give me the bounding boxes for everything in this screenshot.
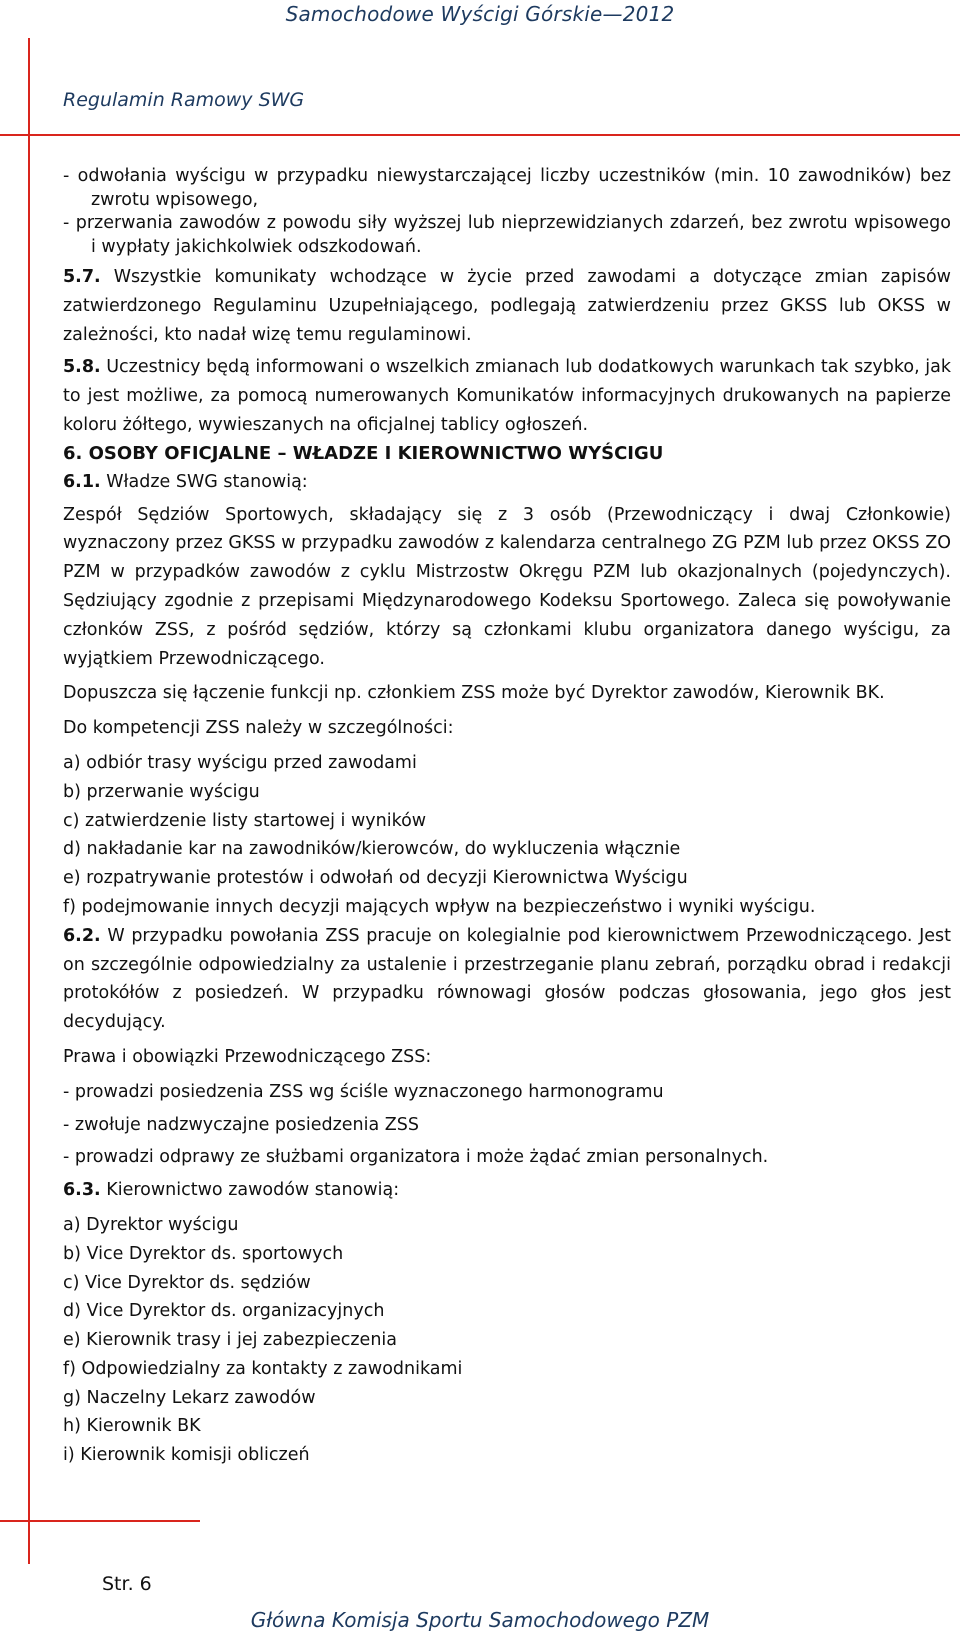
page-body — [63, 165, 951, 1470]
zss-paragraph: Zespół Sędziów Sportowych, składający się z 3 osób (Przewodniczący i dwaj Członkowie) wyznaczony przez GKSS w przypadku zawodów z kalendarza centralnego ZG PZM lub przez OKSS ZO PZM w przypadków zawodów z cyklu Mistrzostw Okręgu PZM lub okazjonalnych (pojedynczych). Sędziujący zgodnie z przepisami Międzynarodowego Kodeksu Sportowego. Zaleca się powoływanie członków ZSS, z pośród sędziów, którzy są członkami klubu organizatora danego wyścigu, za wyjątkiem Przewodniczącego. — [63, 504, 951, 669]
running-header-title: Samochodowe Wyścigi Górskie—2012 — [285, 2, 675, 26]
section-text: Wszystkie komunikaty wchodzące w życie przed zawodami a dotyczące zmian zapisów zatwierdzonego Regulaminu Uzupełniającego, podlegają zatwierdzeniu przez GKSS lub OKSS w zależności, kto nadał wizę temu regulaminowi. — [63, 267, 951, 345]
kompetencje-intro: Do kompetencji ZSS należy w szczególności: — [63, 718, 454, 739]
list-item: f) podejmowanie innych decyzji mających wpływ na bezpieczeństwo i wyniki wyścigu. — [63, 896, 816, 917]
section-text: Władze SWG stanowią: — [106, 471, 308, 492]
list-item: - prowadzi odprawy ze służbami organizatora i może żądać zmian personalnych. — [63, 1147, 769, 1168]
list-item: c) zatwierdzenie listy startowej i wyników — [63, 810, 427, 831]
list-item: h) Kierownik BK — [63, 1416, 201, 1437]
section-text: W przypadku powołania ZSS pracuje on kolegialnie pod kierownictwem Przewodniczącego. Jest on szczególnie odpowiedzialny za ustalenie i przestrzeganie planu zebrań, porządku obrad i redakcji protokółów z posiedzeń. W przypadku równowagi głosów podczas głosowania, jego głos jest decydujący. — [63, 925, 951, 1033]
list-item: a) odbiór trasy wyścigu przed zawodami — [63, 752, 417, 773]
bullet-odwolania: - odwołania wyścigu w przypadku niewystarczającej liczby uczestników (min. 10 zawodników) bez zwrotu wpisowego, — [63, 166, 951, 210]
list-item: b) Vice Dyrektor ds. sportowych — [63, 1243, 344, 1264]
section-5-7 — [63, 263, 951, 349]
section-6-heading: 6. OSOBY OFICJALNE – WŁADZE I KIEROWNICTWO WYŚCIGU — [63, 442, 664, 464]
section-number: 6.1. — [63, 471, 101, 492]
list-item: - zwołuje nadzwyczajne posiedzenia ZSS — [63, 1114, 419, 1135]
section-number: 5.7. — [63, 267, 101, 287]
list-item: c) Vice Dyrektor ds. sędziów — [63, 1272, 311, 1293]
section-text: Uczestnicy będą informowani o wszelkich zmianach lub dodatkowych warunkach tak szybko, jak to jest możliwe, za pomocą numerowanych Komunikatów informacyjnych drukowanych na papierze koloru żółtego, wywieszanych na oficjalnej tablicy ogłoszeń. — [63, 357, 951, 435]
list-item: i) Kierownik komisji obliczeń — [63, 1445, 310, 1466]
list-item: a) Dyrektor wyścigu — [63, 1214, 239, 1235]
footer-rule — [0, 1520, 200, 1522]
section-6-1 — [63, 468, 951, 497]
header-rule — [0, 134, 960, 136]
dopuszcza-paragraph: Dopuszcza się łączenie funkcji np. członkiem ZSS może być Dyrektor zawodów, Kierownik BK. — [63, 683, 885, 704]
section-6-3 — [63, 1176, 951, 1205]
section-text: Kierownictwo zawodów stanowią: — [106, 1180, 400, 1201]
list-item: f) Odpowiedzialny za kontakty z zawodnikami — [63, 1358, 463, 1379]
running-header-subtitle: Regulamin Ramowy SWG — [63, 89, 305, 111]
list-item: g) Naczelny Lekarz zawodów — [63, 1387, 316, 1408]
running-footer: Główna Komisja Sportu Samochodowego PZM — [250, 1608, 710, 1632]
section-number: 6.2. — [63, 925, 101, 946]
bullet-przerwania: - przerwania zawodów z powodu siły wyższej lub nieprzewidzianych zdarzeń, bez zwrotu wpisowego i wypłaty jakichkolwiek odszkodowań. — [63, 213, 951, 257]
page-number: Str. 6 — [102, 1573, 152, 1595]
section-number: 6.3. — [63, 1180, 101, 1201]
list-item: d) Vice Dyrektor ds. organizacyjnych — [63, 1301, 385, 1322]
section-5-8 — [63, 353, 951, 439]
section-6-2 — [63, 922, 951, 1037]
list-item: d) nakładanie kar na zawodników/kierowców, do wykluczenia włącznie — [63, 839, 681, 860]
list-item: e) Kierownik trasy i jej zabezpieczenia — [63, 1330, 397, 1351]
section-number: 5.8. — [63, 357, 101, 378]
list-item: e) rozpatrywanie protestów i odwołań od decyzji Kierownictwa Wyścigu — [63, 868, 688, 889]
list-item: - prowadzi posiedzenia ZSS wg ściśle wyznaczonego harmonogramu — [63, 1081, 664, 1102]
margin-rule-vertical — [28, 38, 30, 1564]
list-item: b) przerwanie wyścigu — [63, 781, 260, 802]
prawa-intro: Prawa i obowiązki Przewodniczącego ZSS: — [63, 1046, 432, 1067]
